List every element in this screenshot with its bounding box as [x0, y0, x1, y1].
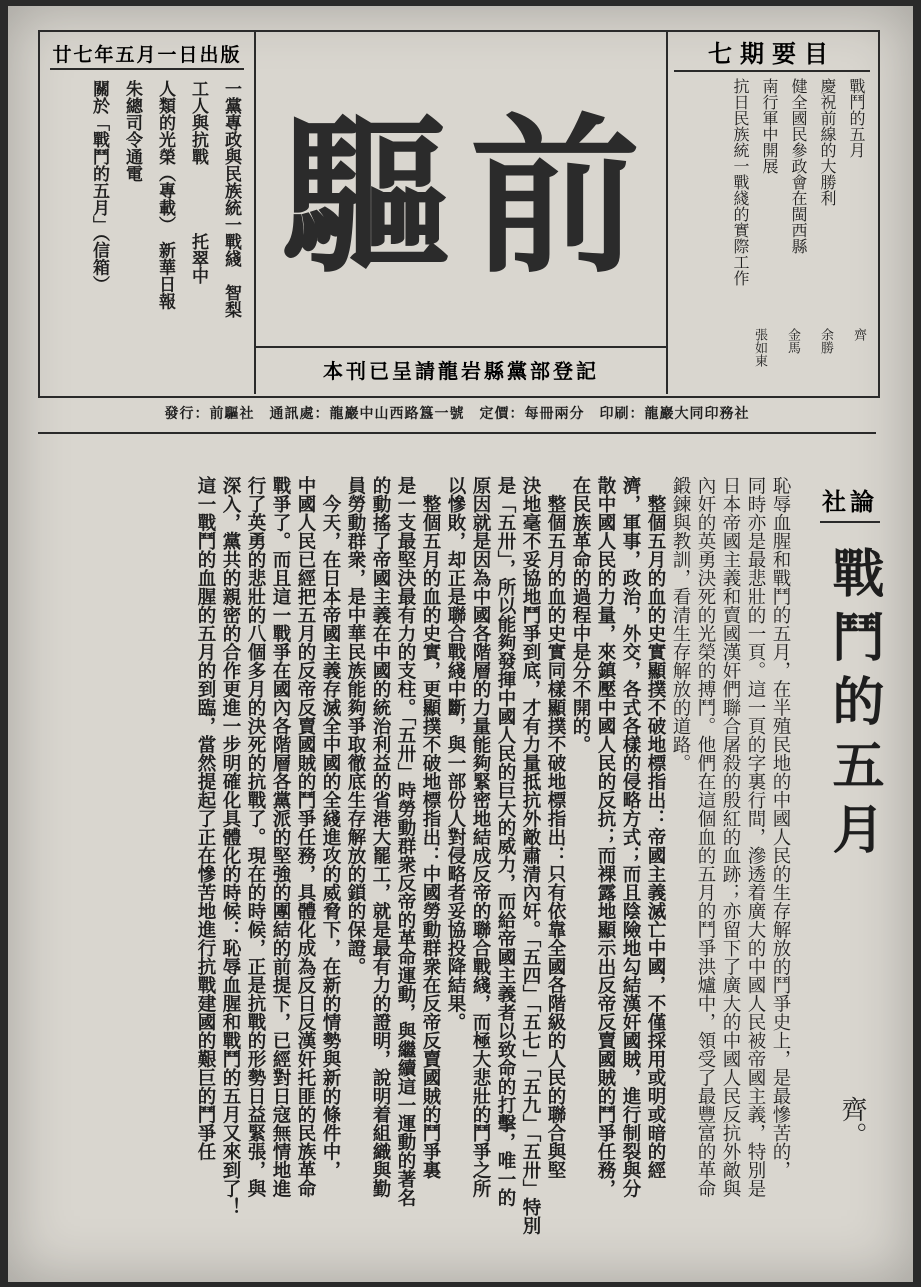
title-char: 驅: [281, 97, 452, 297]
masthead: [38, 30, 880, 398]
weekly-item: 慶祝前線的大勝利: [818, 78, 837, 206]
article-author: 齊。: [837, 1096, 867, 1148]
article-column: 今天，在日本帝國主義存滅全中國的全綫進攻的威脅下，在新的情勢與新的條件中，: [320, 476, 341, 1179]
weekly-contents-title: 七期要目: [674, 38, 870, 72]
article-body: [194, 476, 791, 1266]
newspaper-title: [276, 92, 646, 302]
contents-list: [87, 80, 244, 388]
article-column: 日本帝國主義和賣國漢奸們聯合屠殺的殷紅的血跡；亦留下了廣大的中國人民反抗外敵與: [720, 476, 741, 1198]
weekly-item: 抗日民族統一戰綫的實際工作: [731, 78, 750, 286]
article-column: 中國人民已經把五月的反帝反賣國賊的鬥爭任務，具體化成為反日反漢奸托匪的民族革命: [295, 476, 316, 1198]
registration-notice: 本刊已呈請龍岩縣黨部登記: [256, 346, 666, 394]
title-zone: [256, 32, 668, 394]
article-column: 是一支最堅決最有力的支柱。「五卅」時勞動群衆反帝的革命運動，與繼續這一運動的著名: [395, 476, 416, 1207]
weekly-contents-box: [668, 32, 876, 394]
weekly-item: 南行軍中開展: [760, 78, 779, 174]
article-column: 是「五卅」，所以能夠發揮中國人民的巨大的威力，而給帝國主義者以致命的打擊，唯一的: [495, 476, 516, 1207]
article-column: 濟，軍事，政治，外交，各式各樣的侵略方式；而且陰險地勾結漢奸國賊，進行制裂與分: [620, 476, 641, 1198]
title-char: 前: [470, 97, 641, 297]
article-column: 這一戰鬥的血腥的五月的到臨，當然提起了正在慘苦地進行抗戰建國的艱巨的鬥爭任: [195, 476, 216, 1161]
contents-item: 一黨專政與民族統一戰綫 智梨: [221, 80, 241, 318]
article-column: 決地毫不妥協地鬥爭到底，才有力量抵抗外敵肅清內奸。「五四」「五七」「五九」「五卅」特別: [520, 476, 541, 1235]
contents-item: 朱總司令通電: [122, 80, 142, 182]
article-column: 整個五月的血的史實顯撲不破地標指出：帝國主義滅亡中國，不僅採用或明或暗的經: [645, 476, 666, 1179]
editorial-tag: 社論: [820, 482, 880, 523]
contents-item: 工人與抗戰 托翠中: [188, 80, 208, 284]
article-column: 深入，黨共的親密的合作更進一步明確化具體化的時候：恥辱血腥和戰鬥的五月又來到了！: [220, 476, 241, 1216]
publisher-info: 發行：前驅社 通訊處：龍巖中山西路簋一號 定價：每冊兩分 印刷：龍巖大同印務社: [164, 406, 750, 422]
publication-date: 廿七年五月一日出版: [50, 42, 244, 70]
article-column: 恥辱血腥和戰鬥的五月，在半殖民地的中國人民的生存解放的鬥爭史上，是最慘苦的，: [770, 476, 791, 1179]
weekly-item: 戰鬥的五月: [847, 78, 866, 158]
article-title: 戰鬥的五月: [823, 546, 884, 866]
divider: [38, 432, 876, 434]
weekly-authors: [750, 328, 868, 388]
article-column: 行了英勇的悲壯的八個多月的決死的抗戰了。現在的時候，正是抗戰的形勢日益緊張，與: [245, 476, 266, 1198]
weekly-author: 齊: [851, 328, 866, 341]
article-column: 同時亦是最悲壯的一頁。這一頁的字裏行間，滲透着廣大的中國人民被帝國主義，特別是: [745, 476, 766, 1198]
weekly-contents-list: [729, 78, 868, 328]
article-column: 整個五月的血的史實，更顯撲不破地標指出：中國勞動群衆在反帝反賣國賊的鬥爭裏: [420, 476, 441, 1179]
contents-box: [40, 32, 256, 394]
article-column: 整個五月的血的史實同樣顯撲不破地標指出：只有依靠全國各階級的人民的聯合與堅: [545, 476, 566, 1179]
weekly-item: 健全國民參政會在閩西縣: [789, 78, 808, 254]
contents-item: 人類的光榮（專載） 新華日報: [155, 80, 175, 310]
article-column: 鍛鍊與教訓，看清生存解放的道路。: [670, 476, 691, 772]
weekly-author: 余勝: [818, 328, 833, 354]
article-column: 散中國人民的力量，來鎮壓中國人民的反抗；而裸露地顯示出反帝反賣國賊的鬥爭任務，: [595, 476, 616, 1198]
article-column: 內奸的英勇決死的光榮的搏鬥。他們在這個血的五月的鬥爭洪爐中，領受了最豐富的革命: [695, 476, 716, 1198]
article-column: 的動搖了帝國主義在中國的統治利益的省港大罷工，就是最有力的證明，說明着組織與勤: [370, 476, 391, 1198]
article-column: 原因就是因為中國各階層的力量能夠緊密地結成反帝的聯合戰綫，而極大悲壯的鬥爭之所: [470, 476, 491, 1198]
article-column: 在民族革命的過程中是分不開的。: [570, 476, 591, 754]
article-column: 戰爭了。而且這一戰爭在國內各階層各黨派的堅強的團結的前提下，已經對日寇無情地進: [270, 476, 291, 1198]
weekly-author: 金馬: [785, 328, 800, 354]
article-column: 員勞動群衆，是中華民族能夠爭取徹底生存解放的鎖的保證。: [345, 476, 366, 976]
contents-item: 關於「戰鬥的五月」（信箱）: [89, 80, 109, 293]
article-column: 以慘敗，却正是聯合戰綫中斷，與一部份人對侵略者妥協投降結果。: [445, 476, 466, 1031]
newspaper-page: [8, 6, 913, 1282]
weekly-author: 張如東: [752, 328, 767, 367]
